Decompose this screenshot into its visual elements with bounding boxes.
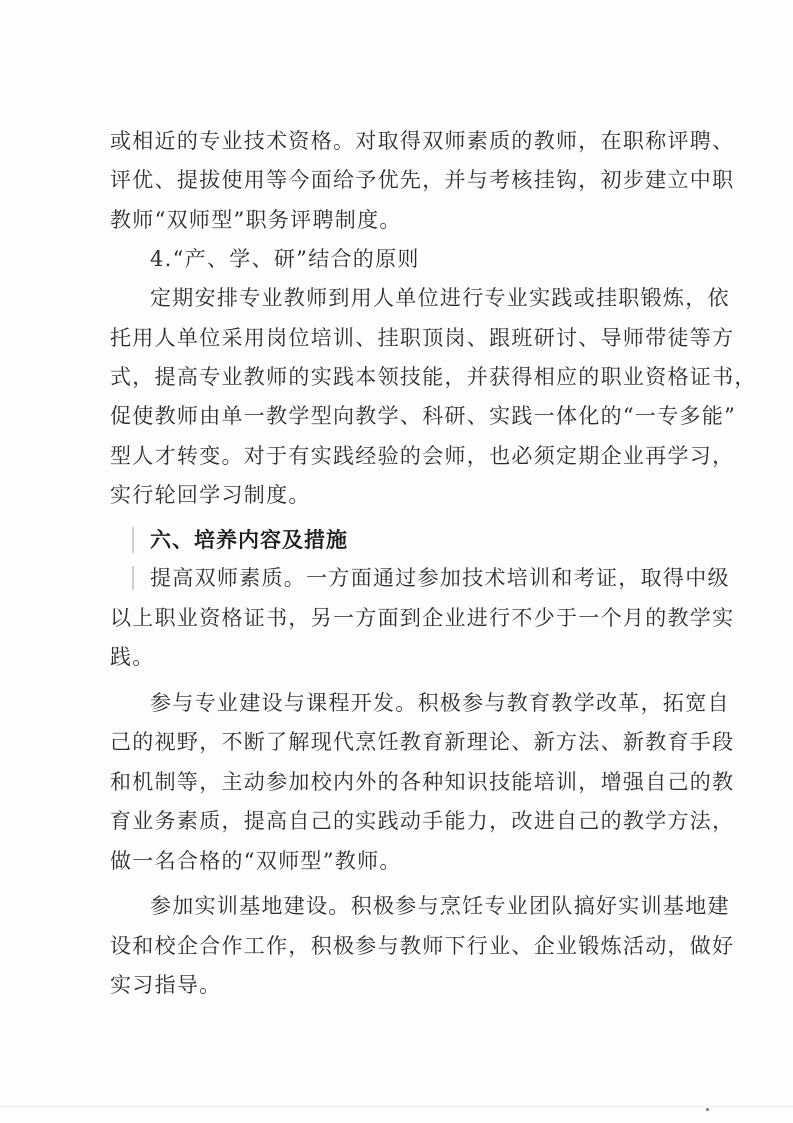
paragraph-line: 或相近的专业技术资格。对取得双师素质的教师，在职称评聘、 [110,129,735,153]
paragraph-line: 促使教师由单一教学型向教学、科研、实践一体化的“一专多能” [110,404,737,428]
paragraph-line: 践。 [110,645,155,669]
paragraph-line: 型人才转变。对于有实践经验的会师，也必须定期企业再学习， [110,444,735,468]
paragraph-line: 设和校企合作工作，积极参与教师下行业、企业锻炼活动，做好 [110,934,735,958]
section-subtitle: 4.“产、学、研”结合的原则 [150,247,420,271]
scan-speck [706,1108,709,1111]
paragraph-line: 和机制等，主动参加校内外的各种知识技能培训，增强自己的教 [110,770,735,794]
scan-margin-mark [132,566,134,590]
paragraph-line: 实行轮回学习制度。 [110,483,311,507]
paragraph-line: 参加实训基地建设。积极参与烹饪专业团队搞好实训基地建 [150,894,730,918]
paragraph-line: 做一名合格的“双师型”教师。 [110,849,402,873]
paragraph-line: 托用人单位采用岗位培训、挂职顶岗、跟班研讨、导师带徒等方 [110,326,735,350]
page-bottom-edge [0,1106,793,1107]
scan-margin-mark [132,527,134,553]
paragraph-line: 提高双师素质。一方面通过参加技术培训和考证，取得中级 [150,566,730,590]
paragraph-line: 式，提高专业教师的实践本领技能，并获得相应的职业资格证书， [110,365,757,389]
paragraph-line: 参与专业建设与课程开发。积极参与教育教学改革，拓宽自 [150,691,730,715]
paragraph-line: 定期安排专业教师到用人单位进行专业实践或挂职锻炼，依 [150,286,730,310]
paragraph-line: 育业务素质，提高自己的实践动手能力，改进自己的教学方法， [110,809,735,833]
paragraph-line: 以上职业资格证书，另一方面到企业进行不少于一个月的教学实 [110,606,735,630]
paragraph-line: 实习指导。 [110,973,222,997]
paragraph-line: 教师“双师型”职务评聘制度。 [110,208,402,232]
section-heading: 六、培养内容及措施 [150,528,348,552]
paragraph-line: 评优、提拔使用等今面给予优先，并与考核挂钩，初步建立中职 [110,168,735,192]
paragraph-line: 己的视野，不断了解现代烹饪教育新理论、新方法、新教育手段 [110,730,735,754]
